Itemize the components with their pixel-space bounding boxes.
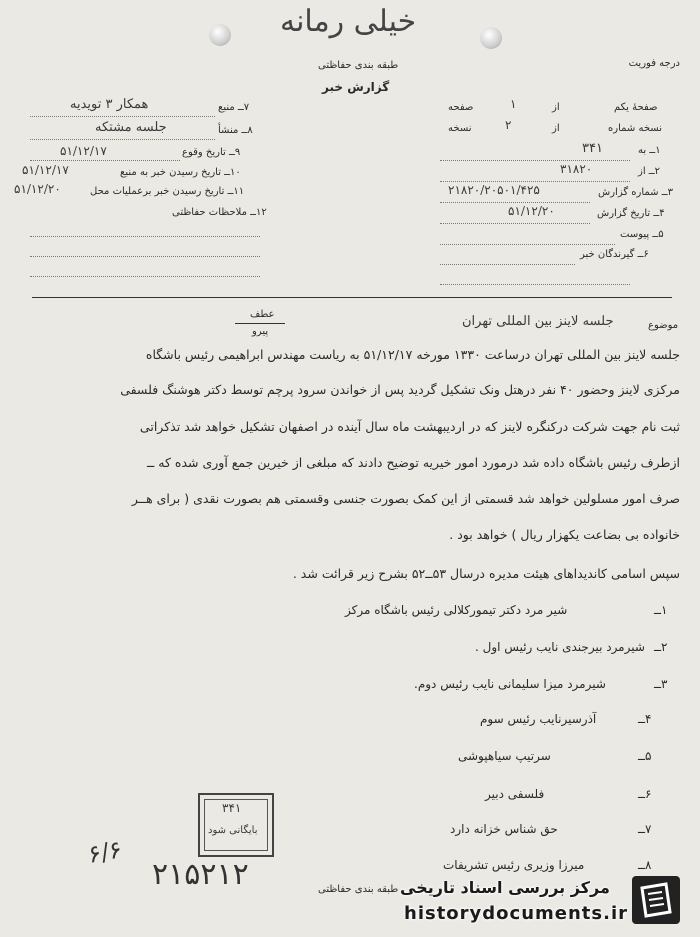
candidate-text: شیر مرد دکتر تیمورکلالی رئیس باشگاه مرکز (345, 603, 568, 617)
archive-stamp (198, 793, 274, 857)
followup-label: پیرو (252, 326, 269, 337)
report-date-value: ۵۱/۱۲/۲۰ (508, 204, 555, 218)
body-line: ازطرف رئیس باشگاه داده شد درمورد امور خیریه توضیح دادند که مبلغی از خیرین جمع آوری شده که ــ (146, 455, 680, 470)
from-label: ۲ــ از (638, 166, 661, 177)
handwritten-number: ۲۱۵۲۱۲ (152, 857, 249, 892)
source-label: ۷ــ منبع (218, 102, 250, 113)
subject-value: جلسه لاینز بین المللی تهران (462, 314, 614, 329)
handwritten-title: خیلی رمانه (280, 4, 417, 39)
receipt-ops-date-value: ۵۱/۱۲/۲۰ (14, 182, 61, 196)
footer-classification: طبقه بندی حفاظتی (318, 884, 399, 895)
source-value: همکار ۳ تویدیه (70, 97, 149, 112)
candidate-number: ۶ــ (638, 787, 652, 801)
candidate-text: سرتیپ سیاهپوشی (458, 749, 551, 763)
candidate-text: شیرمرد میزا سلیمانی نایب رئیس دوم. (414, 677, 606, 691)
watermark-title: مرکز بررسی اسناد تاریخی (400, 878, 610, 897)
degree-label: درجه فوریت (628, 58, 680, 69)
candidate-number: ۷ــ (638, 822, 652, 836)
body-line: خانواده بی بضاعت یکهزار ریال ) خواهد بود . (449, 527, 680, 542)
watermark-url: historydocuments.ir (404, 903, 628, 924)
pin-left (209, 24, 231, 46)
section-divider (32, 297, 672, 298)
signature: ۶/۶ (85, 835, 125, 869)
report-number-value: ۲۱۸۲۰/۲۰۵۰۱/۴۲۵ (448, 183, 540, 197)
candidate-text: آذرسیرنایب رئیس سوم (480, 712, 597, 726)
body-line: مرکزی لاینز وحضور ۴۰ نفر درهتل ونک تشکیل گردید پس از خواندن سرود پرچم توسط دکتر هوشنگ فلسفی (120, 382, 680, 397)
stamp-number: ۳۴۱ (222, 801, 242, 815)
candidate-text: حق شناس خزانه دارد (450, 822, 558, 836)
receipt-source-date-value: ۵۱/۱۲/۱۷ (22, 163, 69, 177)
stamp-text: بایگانی شود (208, 825, 258, 836)
occurrence-date-label: ۹ــ تاریخ وقوع (182, 147, 241, 158)
subject-label: موضوع (648, 320, 679, 331)
copy-label: نسخه شماره (608, 123, 662, 134)
page-total: ۱ (510, 97, 517, 111)
candidate-number: ۳ــ (654, 677, 668, 691)
report-label: گزارش خبر (322, 80, 390, 94)
document-logo-icon (632, 876, 680, 924)
candidate-number: ۴ــ (638, 712, 652, 726)
candidate-number: ۸ــ (638, 858, 652, 872)
report-date-label: ۴ــ تاریخ گزارش (597, 208, 665, 219)
classification-label: طبقه بندی حفاظتی (318, 60, 399, 71)
reference-label: عطف (250, 309, 275, 320)
security-notes-label: ۱۲ــ ملاحظات حفاظتی (172, 207, 267, 218)
origin-value: جلسه مشتکه (95, 120, 167, 135)
page-label: صفحهٔ یکم (614, 102, 658, 113)
receipt-ops-date-label: ۱۱ــ تاریخ رسیدن خبر برعملیات محل (90, 186, 245, 197)
occurrence-date-value: ۵۱/۱۲/۱۷ (60, 144, 107, 158)
body-line: جلسه لاینز بین المللی تهران درساعت ۱۳۳۰ مورخه ۵۱/۱۲/۱۷ به ریاست مهندس ابراهیمی رئیس باشگاه (145, 347, 680, 362)
candidate-text: فلسفی دبیر (485, 787, 545, 801)
recipients-label: ۶ــ گیرندگان خبر (580, 249, 649, 260)
report-number-label: ۳ــ شماره گزارش (598, 187, 673, 198)
watermark-logo (632, 876, 680, 924)
body-line: صرف امور مسلولین خواهد شد قسمتی از این کمک بصورت جنسی وقسمتی هم بصورت نقدی ( برای هــر (131, 491, 680, 506)
document-page: خیلی رمانه درجه فوریت طبقه بندی حفاظتی گزارش خبر ۷ــ منبع همکار ۳ تویدیه ۸ــ منشأ جلسه مشتکه ۹ــ تاریخ وقوع ۵۱/۱۲/۱۷ ۱۰ــ تاریخ رسیدن خبر به منبع ۵۱/۱۲/۱۷ ۱۱ــ تاریخ رسیدن خبر برعملیات محل ۵۱/۱۲/۲۰ ۱۲ــ ملاحظات حفاظتی صفحهٔ یکم از ۱ صفحه نسخه شماره از ۲ نسخه ۱ــ به ۳۴۱ ۲ــ از ۳۱۸۲۰ ۳ــ شماره گزارش ۲۱۸۲۰/۲۰۵۰۱/۴۲۵ ۴ــ تاریخ گزارش ۵۱/۱۲/۲۰ ۵ــ پیوست ۶ــ گیرندگان خبر عطف پیرو موضوع جلسه لاینز بین المللی تهران جلسه لاینز بین المللی تهران درساعت ۱۳۳۰ مورخه ۵۱/۱۲/۱۷ به ریاست مهندس ابراهیمی رئیس باشگاه مرکزی لاینز وحضور ۴۰ نفر درهتل ونک تشکیل گردید پس از خواندن سرود پرچم توسط دکتر هوشنگ فلسفی ثبت نام جهت شرکت درکنگره لاینز که در اردیبهشت ماه سال آینده در اصفهان تشکیل خواهد شد تذکراتی ازطرف رئیس باشگاه داده شد درمورد امور خیریه توضیح دادند که مبلغی از خیرین جمع آوری شده که ــ صرف امور مسلولین خواهد شد قسمتی از این کمک بصورت جنسی وقسمتی هم بصورت نقدی ( برای هــر خانواده بی بضاعت یکهزار ریال ) خواهد بود . سپس اسامی کاندیداهای هیئت مدیره درسال ۵۳ــ۵۲ بشرح زیر قرائت شد . ۱ــ شیر مرد دکتر تیمورکلالی رئیس باشگاه مرکز ۲ــ شیرمرد بیرجندی نایب رئیس اول . ۳ــ شیرمرد میزا سلیمانی نایب رئیس دوم. ۴ــ آذرسیرنایب رئیس سوم ۵ــ سرتیپ سیاهپوشی ۶ــ فلسفی دبیر ۷ــ حق شناس خزانه دارد ۸ــ میرزا وزیری رئیس تشریفات ۳۴۱ بایگانی شود ۲۱۵۲۱۲ ۶/۶ طبقه بندی حفاظتی مرکز بررسی اسناد تاریخی historydocuments.ir (0, 0, 700, 937)
attachment-label: ۵ــ پیوست (620, 229, 664, 240)
receipt-source-date-label: ۱۰ــ تاریخ رسیدن خبر به منبع (120, 167, 241, 178)
candidate-text: شیرمرد بیرجندی نایب رئیس اول . (475, 640, 645, 654)
candidate-number: ۵ــ (638, 749, 652, 763)
to-label: ۱ــ به (638, 145, 661, 156)
candidate-number: ۲ــ (654, 640, 668, 654)
candidates-intro: سپس اسامی کاندیداهای هیئت مدیره درسال ۵۳ــ۵۲ بشرح زیر قرائت شد . (292, 566, 680, 581)
body-line: ثبت نام جهت شرکت درکنگره لاینز که در اردیبهشت ماه سال آینده در اصفهان تشکیل خواهد شد تذکراتی (139, 419, 680, 434)
origin-label: ۸ــ منشأ (218, 125, 253, 136)
to-value: ۳۴۱ (582, 141, 603, 156)
copy-total: ۲ (505, 118, 512, 132)
candidate-number: ۱ــ (654, 603, 668, 617)
pin-right (480, 27, 502, 49)
from-value: ۳۱۸۲۰ (560, 162, 593, 176)
candidate-text: میرزا وزیری رئیس تشریفات (443, 858, 585, 872)
